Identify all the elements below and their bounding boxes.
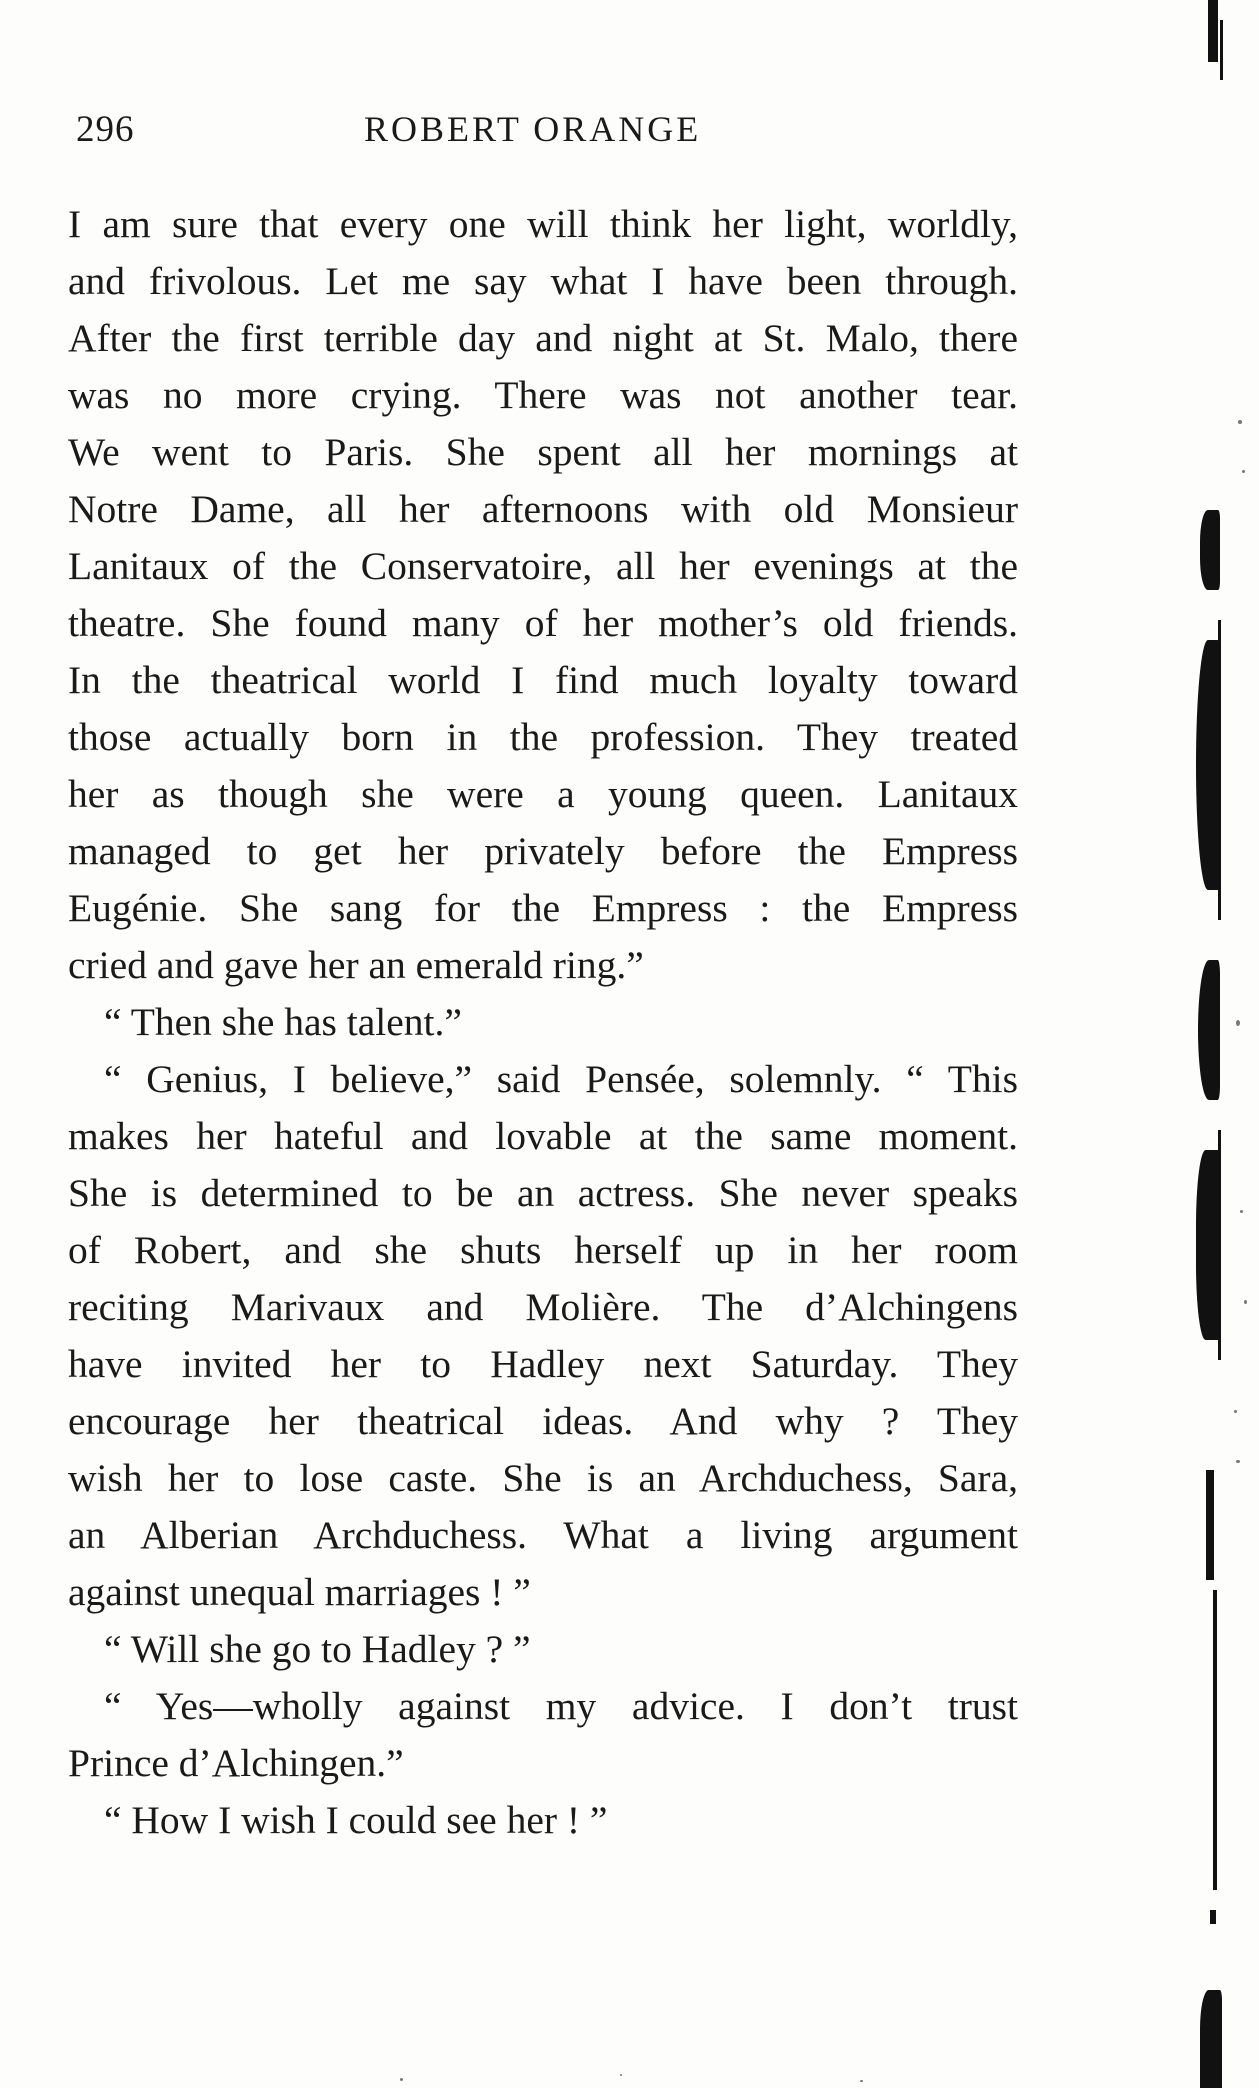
text-line: of Robert, and she shuts herself up in her room [68, 1228, 1018, 1272]
text-line: Eugénie. She sang for the Empress : the Empress [68, 886, 1018, 930]
text-line: theatre. She found many of her mother’s old friends. [68, 601, 1018, 645]
text-line: was no more crying. There was not another tear. [68, 373, 1018, 417]
text-line: encourage her theatrical ideas. And why ? They [68, 1399, 1018, 1443]
text-line: and frivolous. Let me say what I have been through. [68, 259, 1018, 303]
text-line: After the first terrible day and night at St. Malo, there [68, 316, 1018, 360]
text-line: “ Then she has talent.” [104, 1000, 462, 1044]
text-line: Notre Dame, all her afternoons with old Monsieur [68, 487, 1018, 531]
text-line: “ Yes—wholly against my advice. I don’t trust [104, 1684, 1018, 1728]
text-line: “ Genius, I believe,” said Pensée, solemnly. “ This [104, 1057, 1018, 1101]
text-line: those actually born in the profession. They treated [68, 715, 1018, 759]
text-line: I am sure that every one will think her light, worldly, [68, 202, 1018, 246]
page-header [72, 108, 1022, 158]
text-line: “ Will she go to Hadley ? ” [104, 1627, 531, 1671]
text-line: cried and gave her an emerald ring.” [68, 943, 644, 987]
text-line: Prince d’Alchingen.” [68, 1741, 404, 1785]
text-line: In the theatrical world I find much loyalty toward [68, 658, 1018, 702]
body-text [68, 196, 1018, 1849]
text-line: have invited her to Hadley next Saturday. They [68, 1342, 1018, 1386]
running-head: ROBERT ORANGE [364, 109, 702, 149]
text-line: Lanitaux of the Conservatoire, all her evenings at the [68, 544, 1018, 588]
text-line: She is determined to be an actress. She never speaks [68, 1171, 1018, 1215]
text-line: reciting Marivaux and Molière. The d’Alchingens [68, 1285, 1018, 1329]
text-line: “ How I wish I could see her ! ” [104, 1798, 608, 1842]
text-line: makes her hateful and lovable at the same moment. [68, 1114, 1018, 1158]
text-line: her as though she were a young queen. Lanitaux [68, 772, 1018, 816]
text-line: against unequal marriages ! ” [68, 1570, 531, 1614]
page-number: 296 [76, 109, 135, 150]
text-line: an Alberian Archduchess. What a living argument [68, 1513, 1018, 1557]
text-line: We went to Paris. She spent all her mornings at [68, 430, 1018, 474]
text-line: managed to get her privately before the Empress [68, 829, 1018, 873]
text-line: wish her to lose caste. She is an Archduchess, Sara, [68, 1456, 1018, 1500]
